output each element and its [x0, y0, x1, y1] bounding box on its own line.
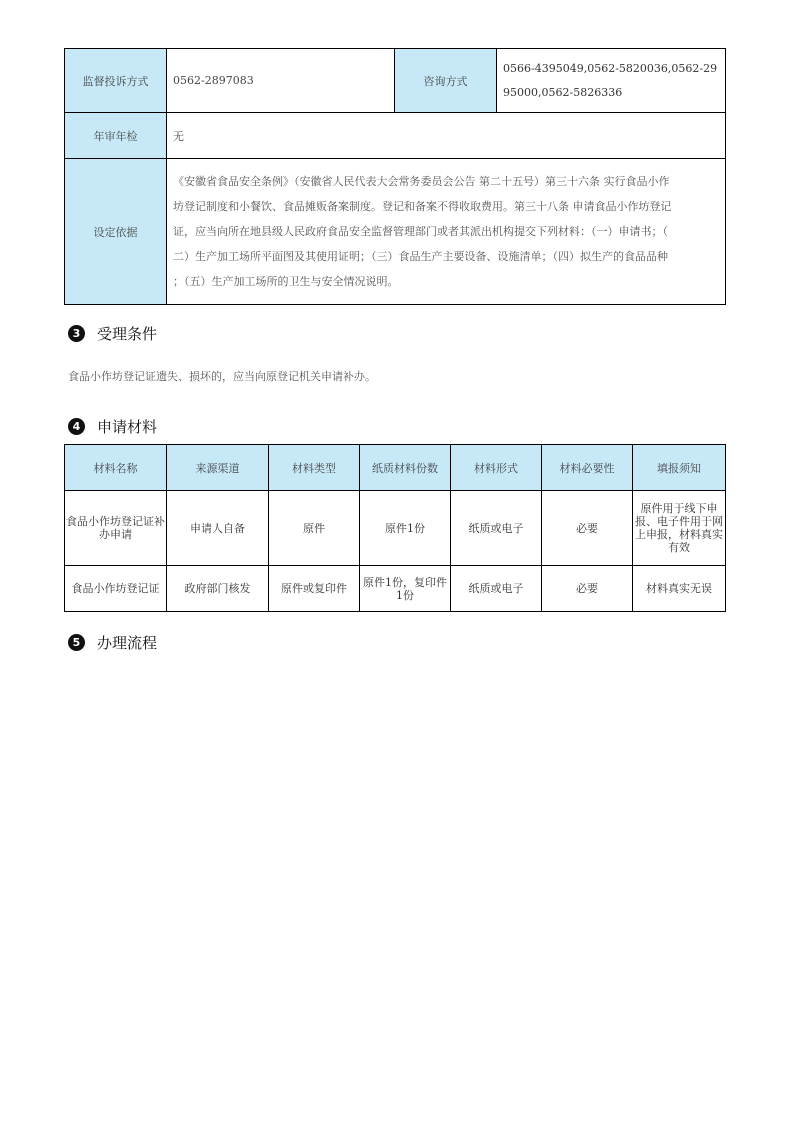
basis-line: ；（五）生产加工场所的卫生与安全情况说明。	[173, 275, 399, 288]
basis-line: 二）生产加工场所平面图及其使用证明；（三）食品生产主要设备、设施清单；（四）拟生产的食品品种	[173, 250, 668, 263]
table-row	[65, 491, 726, 566]
section-number-badge: 5	[68, 634, 85, 651]
section-materials-heading	[68, 416, 157, 437]
header-source: 来源渠道	[167, 445, 269, 491]
info-table	[64, 48, 726, 305]
cell: 材料真实无误	[633, 566, 726, 612]
complaint-value: 0562-2897083	[167, 49, 395, 113]
table-row	[65, 566, 726, 612]
annual-value: 无	[167, 113, 726, 159]
acceptance-text: 食品小作坊登记证遗失、损坏的，应当向原登记机关申请补办。	[68, 370, 376, 383]
cell: 食品小作坊登记证	[65, 566, 167, 612]
header-copies: 纸质材料份数	[360, 445, 451, 491]
header-notes: 填报须知	[633, 445, 726, 491]
section-title: 办理流程	[97, 634, 158, 652]
section-number-badge: 3	[68, 325, 85, 342]
cell: 食品小作坊登记证补办申请	[65, 491, 167, 566]
section-acceptance-heading	[68, 323, 157, 344]
cell: 政府部门核发	[167, 566, 269, 612]
cell: 原件1份	[360, 491, 451, 566]
basis-text	[167, 159, 726, 305]
basis-line: 坊登记制度和小餐饮、食品摊贩备案制度。登记和备案不得收取费用。第三十八条 申请食品小作坊登记	[173, 200, 672, 213]
materials-table	[64, 444, 726, 612]
cell: 原件或复印件	[269, 566, 360, 612]
header-material-name: 材料名称	[65, 445, 167, 491]
cell: 必要	[542, 491, 633, 566]
basis-label: 设定依据	[65, 159, 167, 305]
cell: 必要	[542, 566, 633, 612]
header-necessity: 材料必要性	[542, 445, 633, 491]
cell: 原件用于线下申报、电子件用于网上申报，材料真实有效	[633, 491, 726, 566]
header-form: 材料形式	[451, 445, 542, 491]
section-number-badge: 4	[68, 418, 85, 435]
complaint-label: 监督投诉方式	[65, 49, 167, 113]
section-title: 受理条件	[97, 325, 158, 343]
cell: 原件1份，复印件1份	[360, 566, 451, 612]
cell: 申请人自备	[167, 491, 269, 566]
cell: 纸质或电子	[451, 491, 542, 566]
consult-label: 咨询方式	[395, 49, 497, 113]
cell: 纸质或电子	[451, 566, 542, 612]
basis-line: 《安徽省食品安全条例》（安徽省人民代表大会常务委员会公告 第二十五号）第三十六条 实行食品小作	[173, 175, 670, 188]
section-process-heading	[68, 632, 157, 653]
consult-value: 0566-4395049,0562-5820036,0562-2995000,0562-5826336	[497, 49, 726, 113]
header-type: 材料类型	[269, 445, 360, 491]
section-title: 申请材料	[97, 418, 158, 436]
cell: 原件	[269, 491, 360, 566]
basis-line: 证，应当向所在地县级人民政府食品安全监督管理部门或者其派出机构提交下列材料：（一）申请书；（	[173, 225, 668, 238]
annual-label: 年审年检	[65, 113, 167, 159]
